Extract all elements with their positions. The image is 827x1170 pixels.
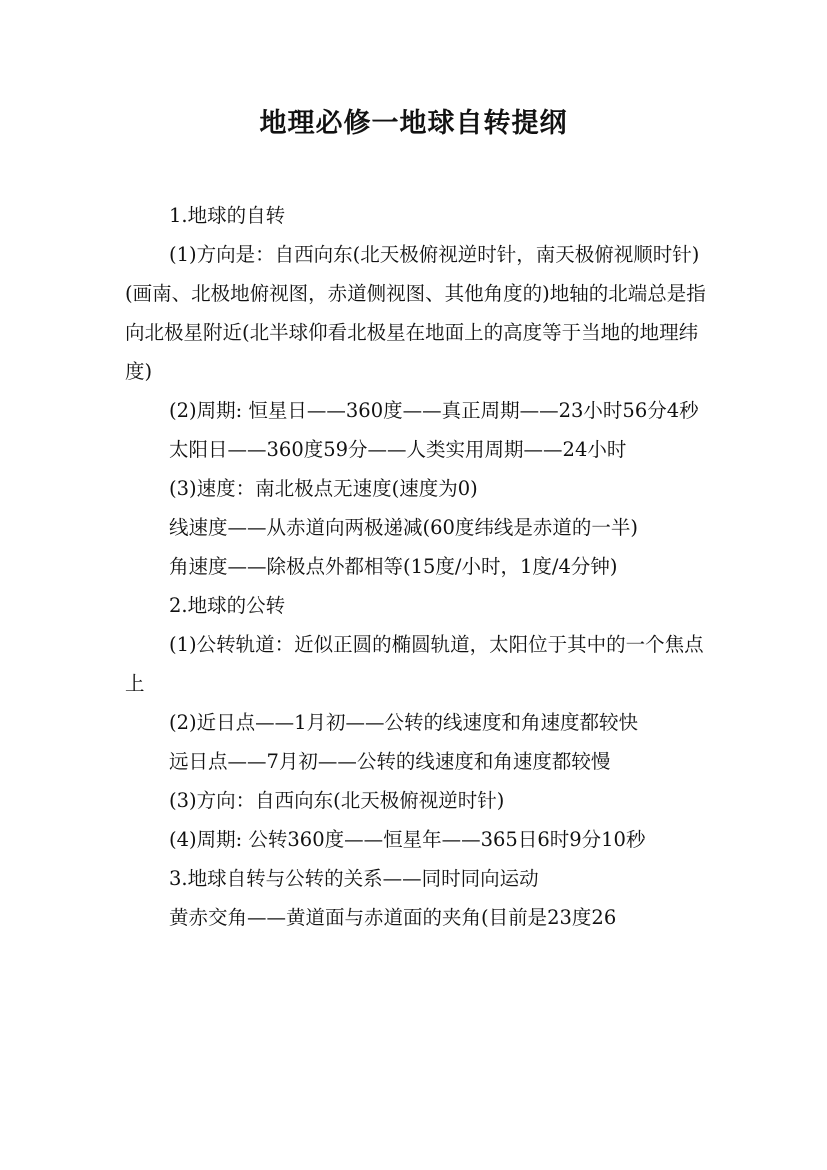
paragraph-5: (3)速度：南北极点无速度(速度为0)	[169, 477, 478, 500]
paragraph-2: (1)方向是：自西向东(北天极俯视逆时针，南天极俯视顺时针)(画南、北极地俯视图，赤道侧视图、其他角度的)地轴的北端总是指向北极星附近(北半球仰看北极星在地面上的高度等于当地的地理纬度)	[125, 243, 706, 383]
paragraph-13: (4)周期: 公转360度——恒星年——365日6时9分10秒	[169, 828, 646, 851]
paragraph-7: 角速度——除极点外都相等(15度/小时，1度/4分钟)	[169, 555, 618, 578]
document-title: 地理必修一地球自转提纲	[259, 108, 568, 139]
paragraph-14: 3.地球自转与公转的关系——同时同向运动	[169, 867, 539, 890]
paragraph-4: 太阳日——360度59分——人类实用周期——24小时	[169, 438, 627, 461]
paragraph-11: 远日点——7月初——公转的线速度和角速度都较慢	[169, 750, 611, 773]
paragraph-6: 线速度——从赤道向两极递减(60度纬线是赤道的一半)	[169, 516, 639, 539]
paragraph-1: 1.地球的自转	[169, 204, 286, 227]
paragraph-10: (2)近日点——1月初——公转的线速度和角速度都较快	[169, 711, 639, 734]
document-body	[125, 196, 710, 937]
paragraph-9: (1)公转轨道：近似正圆的椭圆轨道，太阳位于其中的一个焦点上	[125, 633, 704, 695]
paragraph-15: 黄赤交角——黄道面与赤道面的夹角(目前是23度26	[169, 906, 617, 929]
paragraph-3: (2)周期: 恒星日——360度——真正周期——23小时56分4秒	[169, 399, 699, 422]
paragraph-12: (3)方向：自西向东(北天极俯视逆时针)	[169, 789, 505, 812]
paragraph-8: 2.地球的公转	[169, 594, 286, 617]
